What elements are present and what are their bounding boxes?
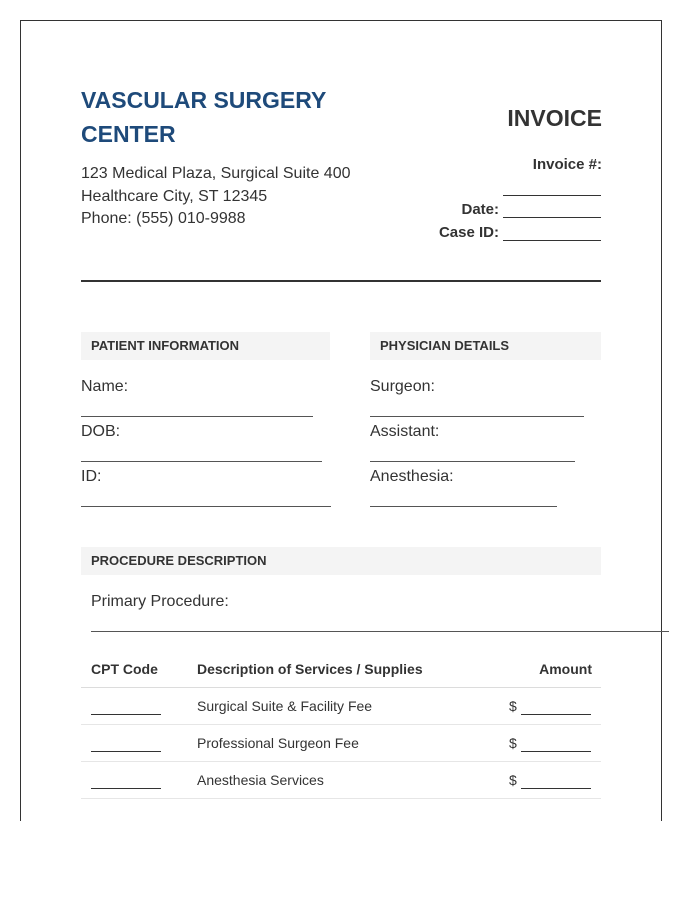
assistant-label: Assistant: — [370, 423, 440, 440]
company-address-line1: 123 Medical Plaza, Surgical Suite 400 — [81, 165, 351, 182]
cpt-code-field[interactable] — [91, 788, 161, 789]
invoice-date-label: Date: — [461, 201, 499, 218]
patient-name-label: Name: — [81, 378, 129, 395]
invoice-date-field[interactable] — [503, 217, 601, 218]
row-divider — [81, 724, 601, 725]
patient-name-field[interactable] — [81, 416, 313, 417]
amount-field[interactable] — [521, 751, 591, 752]
header-divider — [81, 280, 601, 282]
amount-field[interactable] — [521, 788, 591, 789]
patient-id-field[interactable] — [81, 506, 331, 507]
cpt-code-field[interactable] — [91, 714, 161, 715]
procedure-heading: PROCEDURE DESCRIPTION — [81, 547, 601, 575]
surgeon-label: Surgeon: — [370, 378, 435, 395]
row-divider — [81, 798, 601, 799]
anesthesia-field[interactable] — [370, 506, 557, 507]
invoice-title: INVOICE — [507, 105, 602, 131]
company-address-line2: Healthcare City, ST 12345 — [81, 188, 268, 205]
patient-info-heading: PATIENT INFORMATION — [81, 332, 330, 360]
patient-dob-label: DOB: — [81, 423, 121, 440]
anesthesia-label: Anesthesia: — [370, 468, 454, 485]
col-amount: Amount — [539, 661, 592, 677]
col-cpt-code: CPT Code — [91, 661, 158, 677]
service-description: Anesthesia Services — [197, 772, 324, 788]
invoice-page — [20, 20, 662, 821]
patient-id-label: ID: — [81, 468, 102, 485]
company-phone: Phone: (555) 010-9988 — [81, 210, 246, 227]
currency-symbol: $ — [509, 772, 517, 788]
case-id-field[interactable] — [503, 240, 601, 241]
surgeon-field[interactable] — [370, 416, 584, 417]
invoice-number-field[interactable] — [503, 195, 601, 196]
row-divider — [81, 761, 601, 762]
company-name: VASCULAR SURGERY CENTER — [81, 87, 326, 147]
table-header-rule — [81, 687, 601, 688]
col-description: Description of Services / Supplies — [197, 661, 423, 677]
service-description: Professional Surgeon Fee — [197, 735, 359, 751]
cpt-code-field[interactable] — [91, 751, 161, 752]
invoice-number-label: Invoice #: — [532, 156, 602, 173]
primary-procedure-field[interactable] — [91, 631, 669, 632]
currency-symbol: $ — [509, 735, 517, 751]
currency-symbol: $ — [509, 698, 517, 714]
physician-details-heading: PHYSICIAN DETAILS — [370, 332, 601, 360]
case-id-label: Case ID: — [438, 224, 499, 241]
primary-procedure-label: Primary Procedure: — [91, 593, 229, 610]
service-description: Surgical Suite & Facility Fee — [197, 698, 373, 714]
amount-field[interactable] — [521, 714, 591, 715]
assistant-field[interactable] — [370, 461, 575, 462]
patient-dob-field[interactable] — [81, 461, 322, 462]
